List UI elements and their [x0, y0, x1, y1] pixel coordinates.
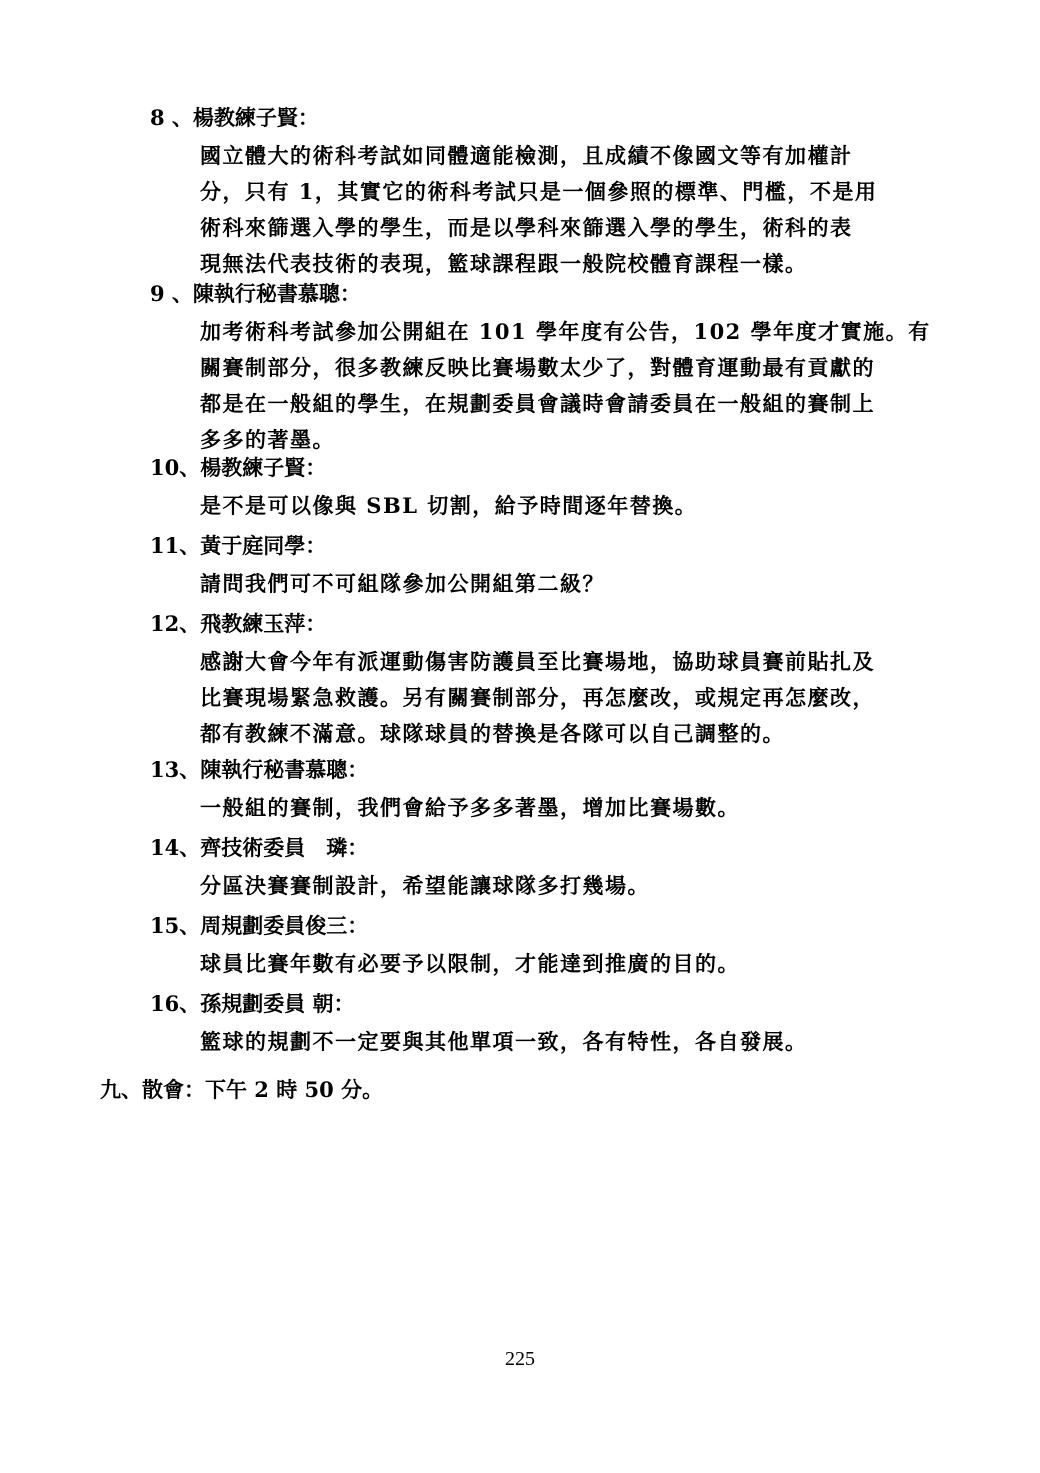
list-item: [150, 908, 950, 982]
text-line: 籃球的規劃不一定要與其他單項一致，各有特性，各自發展。: [200, 1029, 808, 1054]
speaker-heading: 8 、楊教練子賢：: [150, 105, 319, 130]
adjournment-line: 九、散會：下午 2 時 50 分。: [100, 1077, 384, 1102]
text-line: 國立體大的術科考試如同體適能檢測，且成績不像國文等有加權計: [200, 143, 853, 168]
text-line: 請問我們可不可組隊參加公開組第二級？: [200, 571, 605, 596]
page-number: 225: [505, 1348, 535, 1370]
speaker-heading: 12、飛教練玉萍：: [150, 611, 327, 636]
speaker-heading: 9 、陳執行秘書慕聰：: [150, 281, 361, 306]
speech-text: [200, 868, 950, 904]
list-item: [150, 830, 950, 904]
text-line: 比賽現場緊急救護。另有關賽制部分，再怎麼改，或規定再怎麼改，: [200, 685, 875, 710]
text-line: 多多的著墨。: [200, 427, 335, 452]
text-line: 術科來篩選入學的學生，而是以學科來篩選入學的學生，術科的表: [200, 215, 853, 240]
text-line: 分區決賽賽制設計，希望能讓球隊多打幾場。: [200, 873, 650, 898]
speech-text: [200, 644, 950, 752]
list-item: [150, 606, 950, 752]
speech-text: [200, 946, 950, 982]
speech-text: [200, 1024, 950, 1060]
text-line: 是不是可以像與 SBL 切割，給予時間逐年替換。: [200, 493, 698, 518]
speaker-heading: 14、齊技術委員 璘：: [150, 835, 369, 860]
text-line: 分，只有 1，其實它的術科考試只是一個參照的標準、門檻，不是用: [200, 179, 878, 204]
speaker-heading: 16、孫規劃委員 朝：: [150, 991, 355, 1016]
speaker-heading: 10、楊教練子賢：: [150, 455, 327, 480]
list-item: [150, 100, 950, 282]
list-item: [150, 276, 950, 458]
speech-text: [200, 488, 950, 524]
list-item: [150, 528, 950, 602]
text-line: 一般組的賽制，我們會給予多多著墨，增加比賽場數。: [200, 795, 740, 820]
speech-text: [200, 138, 950, 282]
list-item: [150, 986, 950, 1060]
speech-text: [200, 566, 950, 602]
text-line: 關賽制部分，很多教練反映比賽場數太少了，對體育運動最有貢獻的: [200, 355, 875, 380]
speaker-heading: 11、黃于庭同學：: [150, 533, 327, 558]
speech-text: [200, 790, 950, 826]
text-line: 現無法代表技術的表現，籃球課程跟一般院校體育課程一樣。: [200, 251, 808, 276]
speaker-heading: 15、周規劃委員俊三：: [150, 913, 369, 938]
text-line: 球員比賽年數有必要予以限制，才能達到推廣的目的。: [200, 951, 740, 976]
text-line: 加考術科考試參加公開組在 101 學年度有公告，102 學年度才實施。有: [200, 319, 931, 344]
text-line: 都是在一般組的學生，在規劃委員會議時會請委員在一般組的賽制上: [200, 391, 875, 416]
list-item: [150, 450, 950, 524]
speech-text: [200, 314, 950, 458]
text-line: 感謝大會今年有派運動傷害防護員至比賽場地，協助球員賽前貼扎及: [200, 649, 875, 674]
list-item: [150, 752, 950, 826]
text-line: 都有教練不滿意。球隊球員的替換是各隊可以自己調整的。: [200, 721, 785, 746]
speaker-heading: 13、陳執行秘書慕聰：: [150, 757, 369, 782]
